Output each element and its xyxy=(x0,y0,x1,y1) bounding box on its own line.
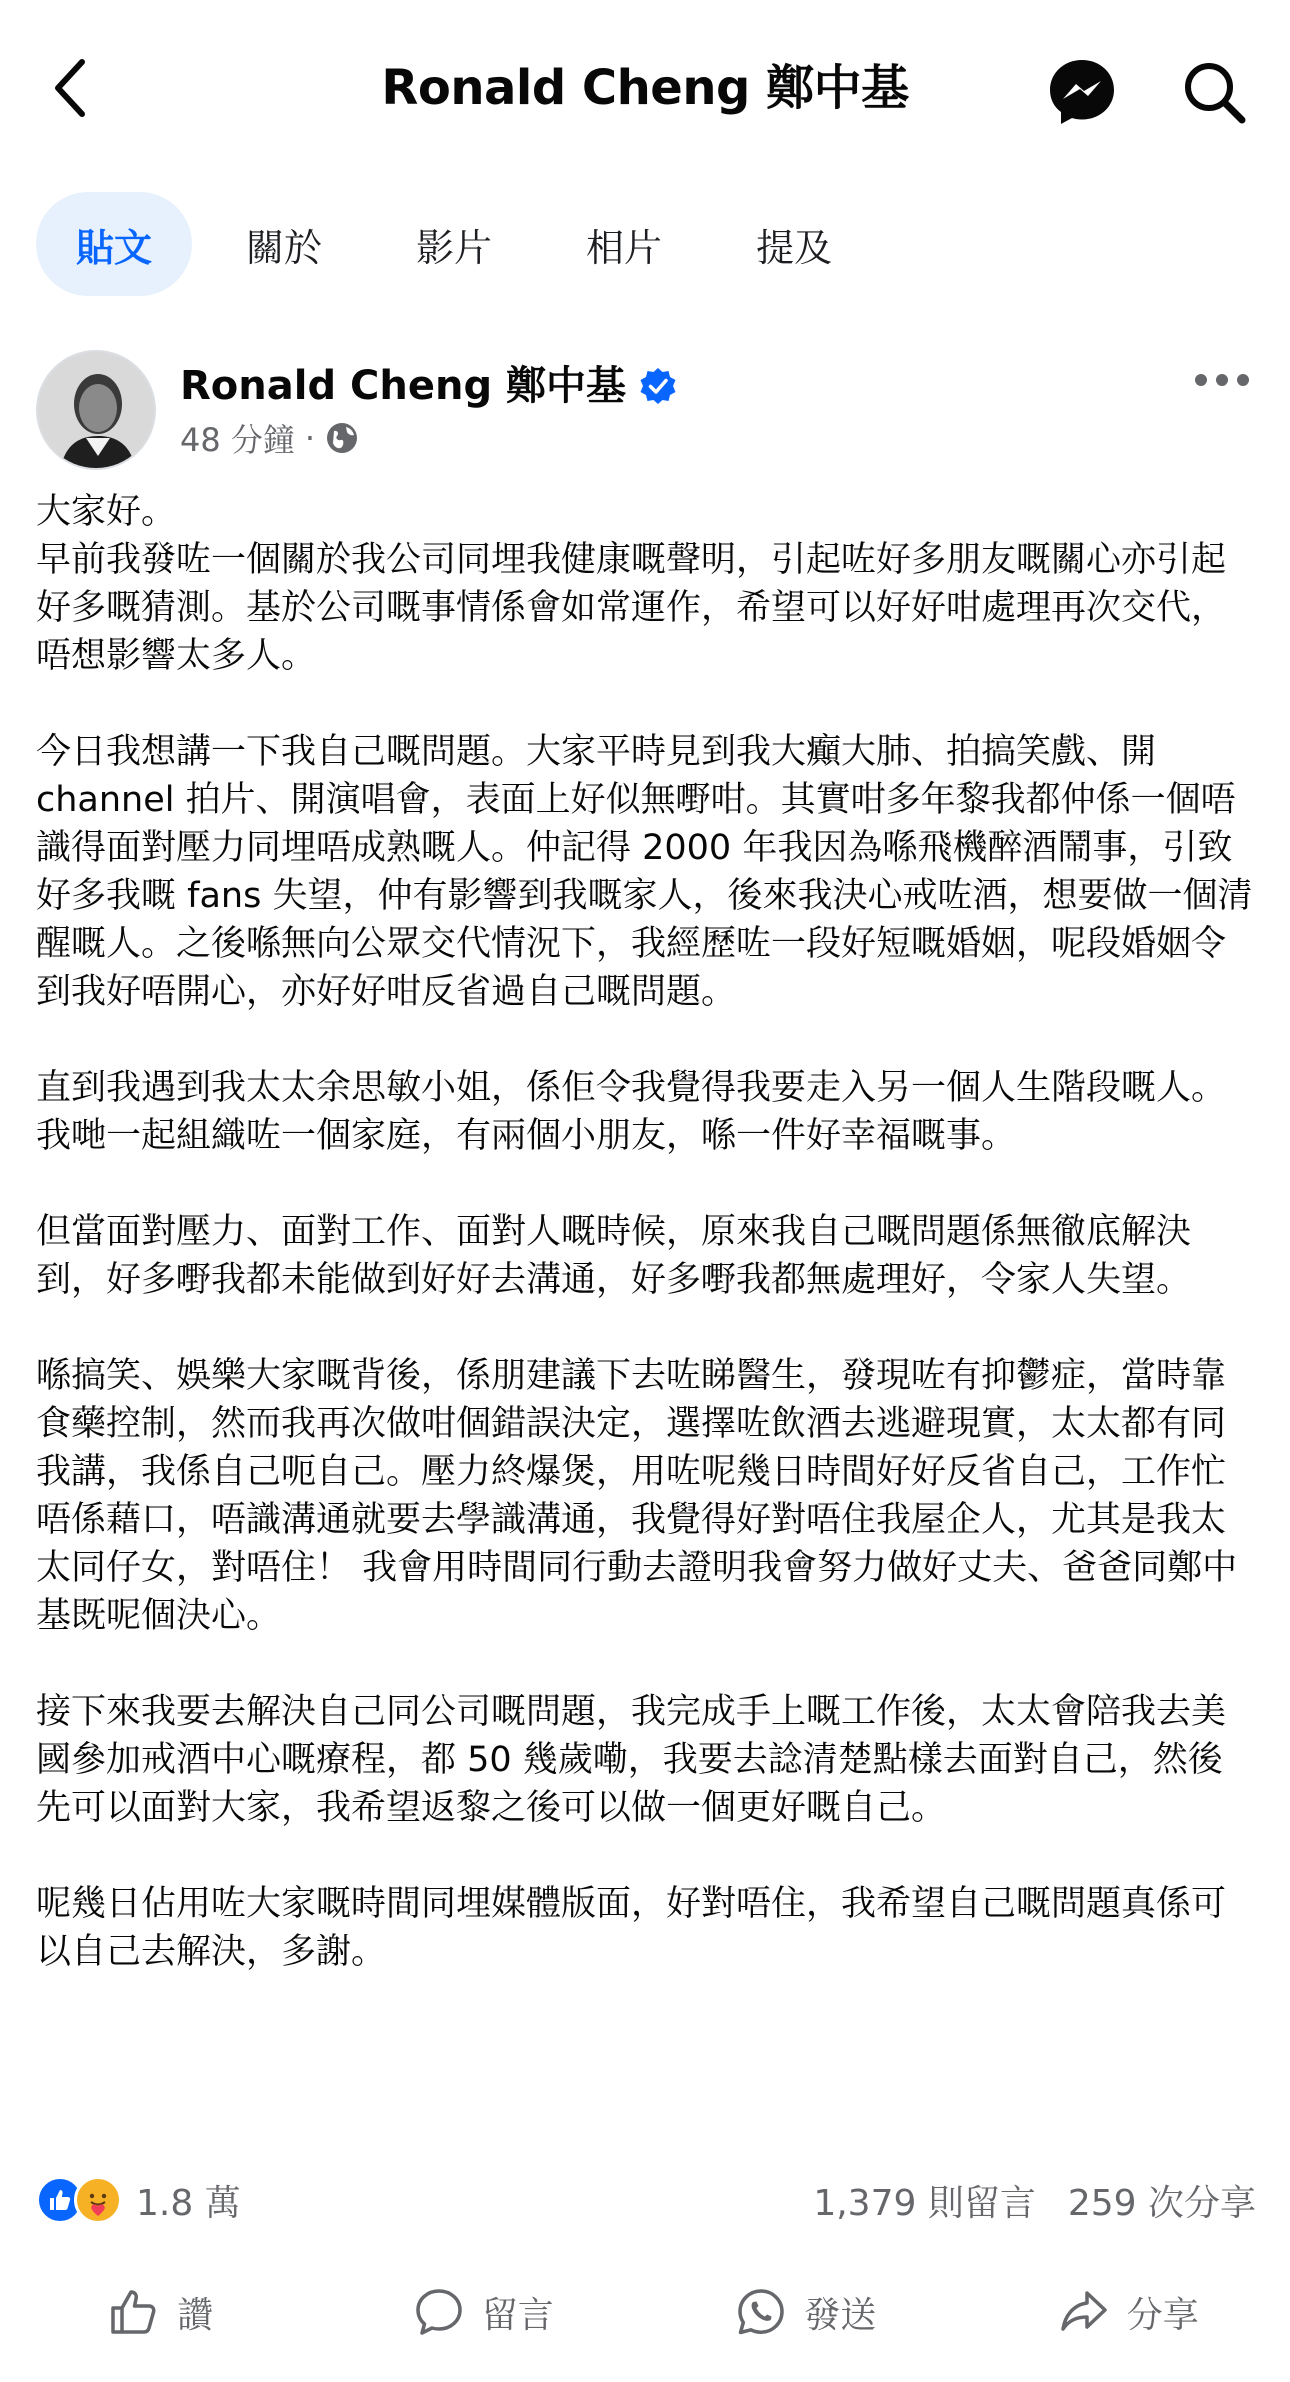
reaction-icons[interactable] xyxy=(36,2176,122,2224)
comment-button[interactable] xyxy=(323,2262,646,2362)
author-avatar[interactable] xyxy=(36,350,156,470)
back-button[interactable] xyxy=(40,48,100,128)
comment-bubble-icon xyxy=(414,2287,464,2337)
post-paragraph: 早前我發咗一個關於我公司同埋我健康嘅聲明，引起咗好多朋友嘅關心亦引起好多嘅猜測。基於公司嘅事情係會如常運作，希望可以好好咁處理再次交代，唔想影響太多人。 xyxy=(36,540,1227,676)
post-paragraph: 大家好。 xyxy=(36,492,177,532)
tab-mentions[interactable]: 提及 xyxy=(756,225,833,270)
share-arrow-icon xyxy=(1059,2287,1109,2337)
search-button[interactable] xyxy=(1178,56,1250,128)
profile-tabs xyxy=(36,192,886,296)
verified-badge-icon xyxy=(638,366,678,406)
messenger-icon xyxy=(1046,56,1118,128)
post-timestamp[interactable]: 48 分鐘 xyxy=(180,421,295,459)
more-horizontal-icon xyxy=(1194,373,1250,387)
tab-posts[interactable]: 貼文 xyxy=(36,192,192,296)
more-options-button[interactable] xyxy=(1190,360,1254,400)
care-reaction-icon xyxy=(74,2176,122,2224)
author-name[interactable]: Ronald Cheng 鄭中基 xyxy=(180,363,627,409)
post-paragraph: 接下來我要去解決自己同公司嘅問題，我完成手上嘅工作後，太太會陪我去美國參加戒酒中心嘅療程，都 50 幾歲嘞，我要去諗清楚點樣去面對自己，然後先可以面對大家，我希望返黎之後可以做一個更好嘅自己。 xyxy=(36,1692,1227,1828)
post-actions xyxy=(0,2262,1290,2382)
send-button[interactable] xyxy=(645,2262,968,2362)
search-icon xyxy=(1180,58,1248,126)
engagement-counts xyxy=(813,2175,1256,2226)
post-stats xyxy=(36,2170,1256,2230)
meta-separator: · xyxy=(304,419,316,457)
post-body xyxy=(36,488,1256,1976)
top-bar xyxy=(0,0,1290,180)
like-button[interactable] xyxy=(0,2262,323,2362)
avatar-portrait-icon xyxy=(38,352,156,470)
post-paragraph: 直到我遇到我太太余思敏小姐，係佢令我覺得我要走入另一個人生階段嘅人。我哋一起組織咗一個家庭，有兩個小朋友，喺一件好幸福嘅事。 xyxy=(36,1068,1227,1156)
globe-icon xyxy=(325,421,359,455)
send-label: 發送 xyxy=(804,2294,877,2336)
comment-count[interactable]: 1,379 則留言 xyxy=(813,2182,1036,2224)
tab-photos[interactable]: 相片 xyxy=(586,225,663,270)
share-count[interactable]: 259 次分享 xyxy=(1067,2182,1256,2224)
share-label: 分享 xyxy=(1126,2294,1199,2336)
like-label: 讚 xyxy=(177,2294,214,2336)
post-paragraph: 但當面對壓力、面對工作、面對人嘅時候，原來我自己嘅問題係無徹底解決到，好多嘢我都未能做到好好去溝通，好多嘢我都無處理好，令家人失望。 xyxy=(36,1212,1192,1300)
whatsapp-icon xyxy=(736,2287,786,2337)
thumbs-up-icon xyxy=(109,2287,159,2337)
tab-about[interactable]: 關於 xyxy=(246,225,323,270)
messenger-button[interactable] xyxy=(1046,56,1118,128)
reaction-count[interactable]: 1.8 萬 xyxy=(136,2182,241,2224)
tab-videos[interactable]: 影片 xyxy=(416,225,493,270)
chevron-left-icon xyxy=(50,56,90,120)
post-meta xyxy=(180,414,359,462)
page-title: Ronald Cheng 鄭中基 xyxy=(381,60,909,116)
post-paragraph: 呢幾日佔用咗大家嘅時間同埋媒體版面，好對唔住，我希望自己嘅問題真係可以自己去解決，多謝。 xyxy=(36,1884,1227,1972)
post-paragraph: 喺搞笑、娛樂大家嘅背後，係朋建議下去咗睇醫生，發現咗有抑鬱症，當時靠食藥控制，然而我再次做咁個錯誤決定，選擇咗飲酒去逃避現實，太太都有同我講，我係自己呃自己。壓力終爆煲，用咗呢幾日時間好好反省自己，工作忙唔係藉口，唔識溝通就要去學識溝通，我覺得好對唔住我屋企人，尤其是我太太同仔女，對唔住！ 我會用時間同行動去證明我會努力做好丈夫、爸爸同鄭中基既呢個決心。 xyxy=(36,1356,1238,1636)
post-paragraph: 今日我想講一下我自己嘅問題。大家平時見到我大癲大肺、拍搞笑戲、開 channel 拍片、開演唱會，表面上好似無嘢咁。其實咁多年黎我都仲係一個唔識得面對壓力同埋唔成熟嘅人。仲記得 2000 年我因為喺飛機醉酒鬧事，引致好多我嘅 fans 失望，仲有影響到我嘅家人，後來我決心戒咗酒，想要做一個清醒嘅人。之後喺無向公眾交代情況下，我經歷咗一段好短嘅婚姻，呢段婚姻令到我好唔開心，亦好好咁反省過自己嘅問題。 xyxy=(36,732,1253,1012)
comment-label: 留言 xyxy=(481,2294,554,2336)
share-button[interactable] xyxy=(968,2262,1290,2362)
author-row xyxy=(180,356,678,416)
